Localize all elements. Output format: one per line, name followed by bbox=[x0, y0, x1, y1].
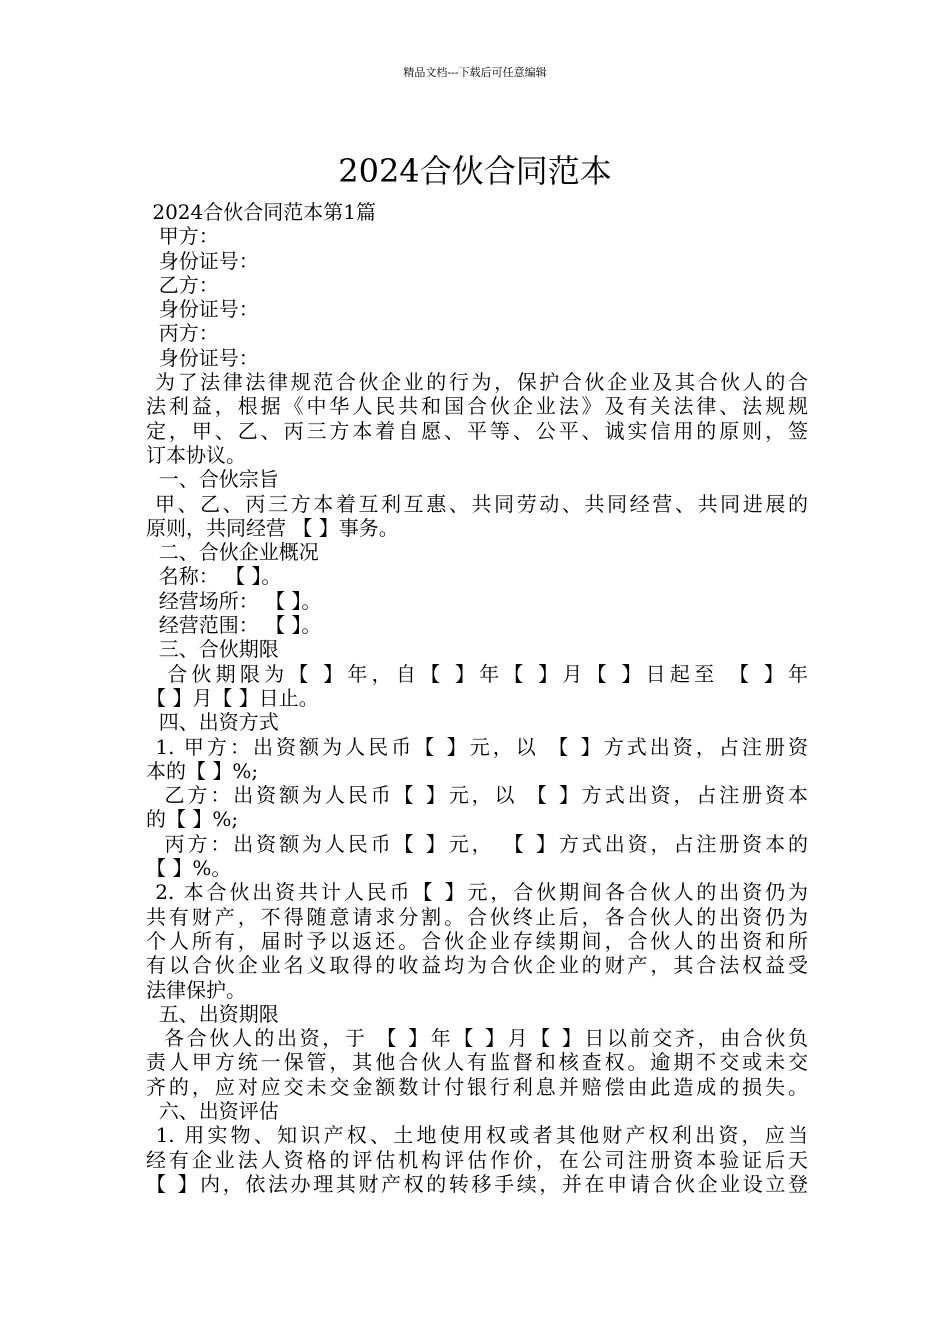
text-line: 甲方： bbox=[146, 224, 219, 249]
text-line: 名称： 【 】。 bbox=[146, 564, 282, 589]
text-line: 2024合伙合同范本第1篇 bbox=[146, 200, 376, 224]
header-note: 精品文档---下载后可任意编辑 bbox=[403, 66, 547, 79]
text-line: 一、合伙宗旨 bbox=[146, 467, 279, 492]
text-line: 法利益，根据《中华人民共和国合伙企业法》及有关法律、法规规 bbox=[146, 394, 808, 419]
text-line: 1. 用实物、知识产权、土地使用权或者其他财产权利出资，应当 bbox=[146, 1123, 808, 1148]
text-line: 经有企业法人资格的评估机构评估作价，在公司注册资本验证后天 bbox=[146, 1147, 808, 1172]
text-line: 三、合伙期限 bbox=[146, 637, 279, 662]
document-title: 2024合伙合同范本 bbox=[338, 152, 612, 191]
text-line: 本的【 】%; bbox=[146, 758, 259, 783]
text-line: 有以合伙企业名义取得的收益均为合伙企业的财产，其合法权益受 bbox=[146, 953, 808, 978]
text-line: 法律保护。 bbox=[146, 977, 246, 1002]
text-line: 【 】月【 】日止。 bbox=[146, 685, 319, 710]
text-line: 经营范围： 【 】。 bbox=[146, 613, 322, 638]
text-line: 四、出资方式 bbox=[146, 710, 279, 735]
text-line: 定，甲、乙、丙三方本着自愿、平等、公平、诚实信用的原则，签 bbox=[146, 418, 808, 443]
text-line: 乙方： bbox=[146, 272, 219, 297]
text-line: 各合伙人的出资，于 【 】年【 】月【 】日以前交齐，由合伙负 bbox=[146, 1026, 808, 1051]
text-line: 原则，共同经营 【 】事务。 bbox=[146, 515, 399, 540]
text-line: 2. 本合伙出资共计人民币【 】元，合伙期间各合伙人的出资仍为 bbox=[146, 880, 808, 905]
text-line: 订本协议。 bbox=[146, 442, 246, 467]
text-line: 五、出资期限 bbox=[146, 1001, 279, 1026]
text-line: 齐的，应对应交未交金额数计付银行利息并赔偿由此造成的损失。 bbox=[146, 1074, 808, 1099]
text-line: 六、出资评估 bbox=[146, 1098, 279, 1123]
text-line: 经营场所： 【 】。 bbox=[146, 588, 322, 613]
text-line: 身份证号： bbox=[146, 345, 259, 370]
text-line: 身份证号： bbox=[146, 248, 259, 273]
text-line: 丙方： bbox=[146, 321, 219, 346]
text-line: 身份证号： bbox=[146, 297, 259, 322]
text-line: 责人甲方统一保管，其他合伙人有监督和核查权。逾期不交或未交 bbox=[146, 1050, 808, 1075]
document-body bbox=[146, 200, 808, 1196]
text-line: 乙方：出资额为人民币【 】元，以 【 】方式出资，占注册资本 bbox=[146, 783, 808, 808]
text-line: 的【 】%; bbox=[146, 807, 239, 832]
text-line: 共有财产，不得随意请求分割。合伙终止后，各合伙人的出资仍为 bbox=[146, 904, 808, 929]
text-line: 为了法律法律规范合伙企业的行为，保护合伙企业及其合伙人的合 bbox=[146, 370, 808, 395]
text-line: 个人所有，届时予以返还。合伙企业存续期间，合伙人的出资和所 bbox=[146, 928, 808, 953]
text-line: 【 】内，依法办理其财产权的转移手续，并在申请合伙企业设立登 bbox=[146, 1171, 808, 1196]
text-line: 甲、乙、丙三方本着互利互惠、共同劳动、共同经营、共同进展的 bbox=[146, 491, 808, 516]
text-line: 1. 甲方：出资额为人民币【 】元，以 【 】方式出资，占注册资 bbox=[146, 734, 808, 759]
text-line: 丙方：出资额为人民币【 】元， 【 】方式出资，占注册资本的 bbox=[146, 831, 808, 856]
text-line: 合伙期限为【 】年，自【 】年【 】月【 】日起至 【 】年 bbox=[146, 661, 808, 686]
text-line: 二、合伙企业概况 bbox=[146, 540, 319, 565]
text-line: 【 】%。 bbox=[146, 856, 232, 881]
